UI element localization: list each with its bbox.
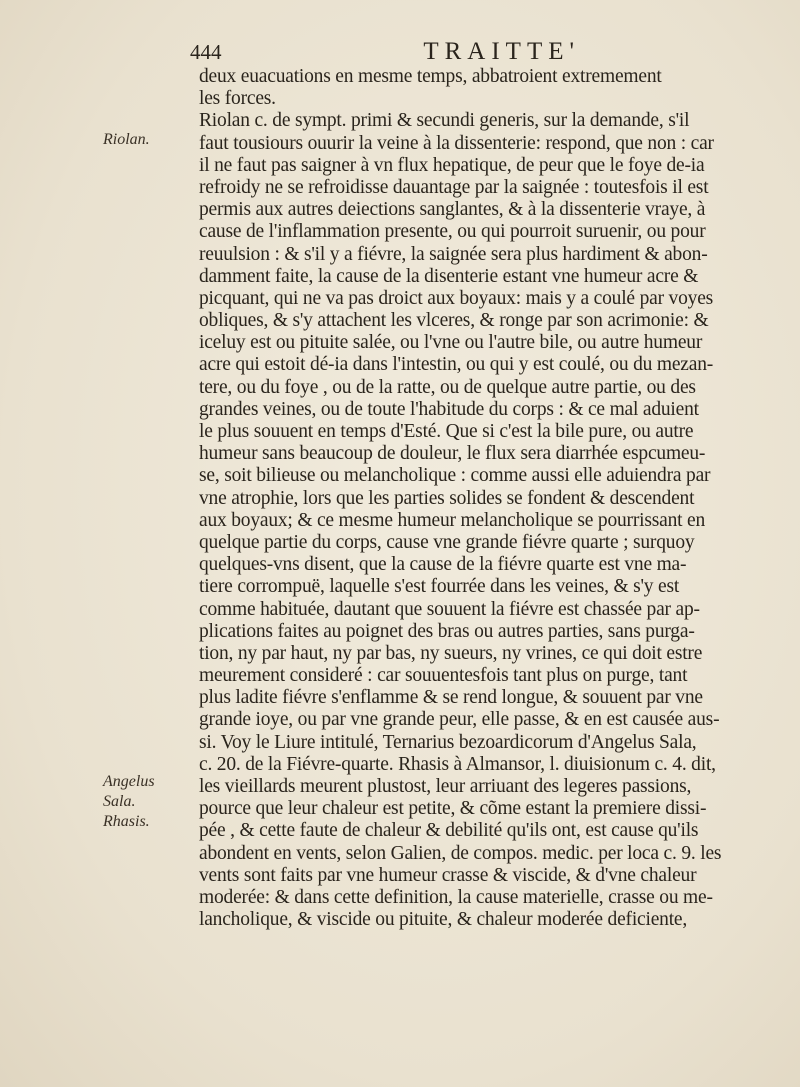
text-line: grande ioye, ou par vne grande peur, elle passe, & en est causée aus- [199,709,720,731]
text-line: acre qui estoit dé-ia dans l'intestin, ou qui y est coulé, ou du mezan- [199,354,714,376]
text-line: se, soit bilieuse ou melancholique : comme aussi elle aduiendra par [199,465,711,487]
text-line: vne atrophie, lors que les parties solides se fondent & descendent [199,487,695,509]
margin-note-angelus-rhasis [103,772,155,832]
text-line: permis aux autres deiections sanglantes, & à la dissenterie vraye, à [199,199,706,221]
text-line: les vieillards meurent plustost, leur arriuant des legeres passions, [199,776,692,797]
text-line: plications faites au poignet des bras ou autres parties, sans purga- [199,620,695,642]
margin-note-line: Sala. [103,793,136,810]
text-line: quelques-vns disent, que la cause de la fiévre quarte est vne ma- [199,554,687,576]
text-line: iceluy est ou pituite salée, ou l'vne ou l'autre bile, ou autre humeur [199,332,703,354]
text-line: faut tousiours ouurir la veine à la dissenterie: respond, que non : car [199,132,714,154]
text-line: abondent en vents, selon Galien, de compos. medic. per loca c. 9. les [199,842,722,864]
text-line: pource que leur chaleur est petite, & cõme estant la premiere dissi- [199,798,707,820]
text-line: quelque partie du corps, cause vne grande fiévre quarte ; surquoy [199,531,695,553]
text-line: refroidy ne se refroidisse dauantage par la saignée : toutesfois il est [199,176,709,198]
text-line: il ne faut pas saigner à vn flux hepatique, de peur que le foye de-ia [199,154,705,176]
text-line: si. Voy le Liure intitulé, Ternarius bezoardicorum d'Angelus Sala, [199,731,697,753]
text-line: deux euacuations en mesme temps, abbatroient extremement [199,66,662,87]
text-line: meurement consideré : car souuentesfois tant plus on purge, tant [199,665,688,687]
text-line: vents sont faits par vne humeur crasse & viscide, & d'vne chaleur [199,864,697,886]
margin-note-line: Rhasis. [103,813,150,830]
text-line: moderée: & dans cette definition, la cause materielle, crasse ou me- [199,886,713,908]
text-line: pée , & cette faute de chaleur & debilité qu'ils ont, est cause qu'ils [199,820,699,842]
page-header [190,38,630,66]
margin-note-riolan: Riolan. [103,131,150,148]
text-line: tere, ou du foye , ou de la ratte, ou de quelque autre partie, ou des [199,376,696,398]
text-line: tiere corrompuë, laquelle s'est fourrée dans les veines, & s'y est [199,576,680,598]
text-line: damment faite, la cause de la disenterie estant vne humeur acre & [199,265,699,287]
text-line: cause de l'inflammation presente, ou qui pourroit suruenir, ou pour [199,221,706,243]
text-line: plus ladite fiévre s'enflamme & se rend longue, & souuent par vne [199,687,703,709]
text-line: tion, ny par haut, ny par bas, ny sueurs, ny vrines, ce qui doit estre [199,642,703,664]
text-line: c. 20. de la Fiévre-quarte. Rhasis à Almansor, l. diuisionum c. 4. dit, [199,753,716,775]
page-number: 444 [190,40,222,64]
margin-note-line: Angelus [103,773,155,790]
text-line: grandes veines, ou de toute l'habitude du corps : & ce mal aduient [199,398,699,420]
text-line: reuulsion : & s'il y a fiévre, la saignée sera plus hardiment & abon- [199,243,708,265]
body-text [199,66,783,931]
text-line: aux boyaux; & ce mesme humeur melancholique se pourrissant en [199,509,706,531]
text-line: lancholique, & viscide ou pituite, & chaleur moderée deficiente, [199,909,688,931]
text-line: humeur sans beaucoup de douleur, le flux sera diarrhée espcumeu- [199,443,706,465]
running-head: TRAITTE' [423,38,580,65]
text-line: les forces. [199,88,276,110]
text-line: Riolan c. de sympt. primi & secundi generis, sur la demande, s'il [199,110,690,132]
text-line: le plus souuent en temps d'Esté. Que si c'est la bile pure, ou autre [199,421,694,442]
text-line: picquant, qui ne va pas droict aux boyaux: mais y a coulé par voyes [199,287,714,309]
text-line: obliques, & s'y attachent les vlceres, & ronge par son acrimonie: & [199,310,709,332]
text-line: comme habituée, dautant que souuent la fiévre est chassée par ap- [199,598,700,620]
